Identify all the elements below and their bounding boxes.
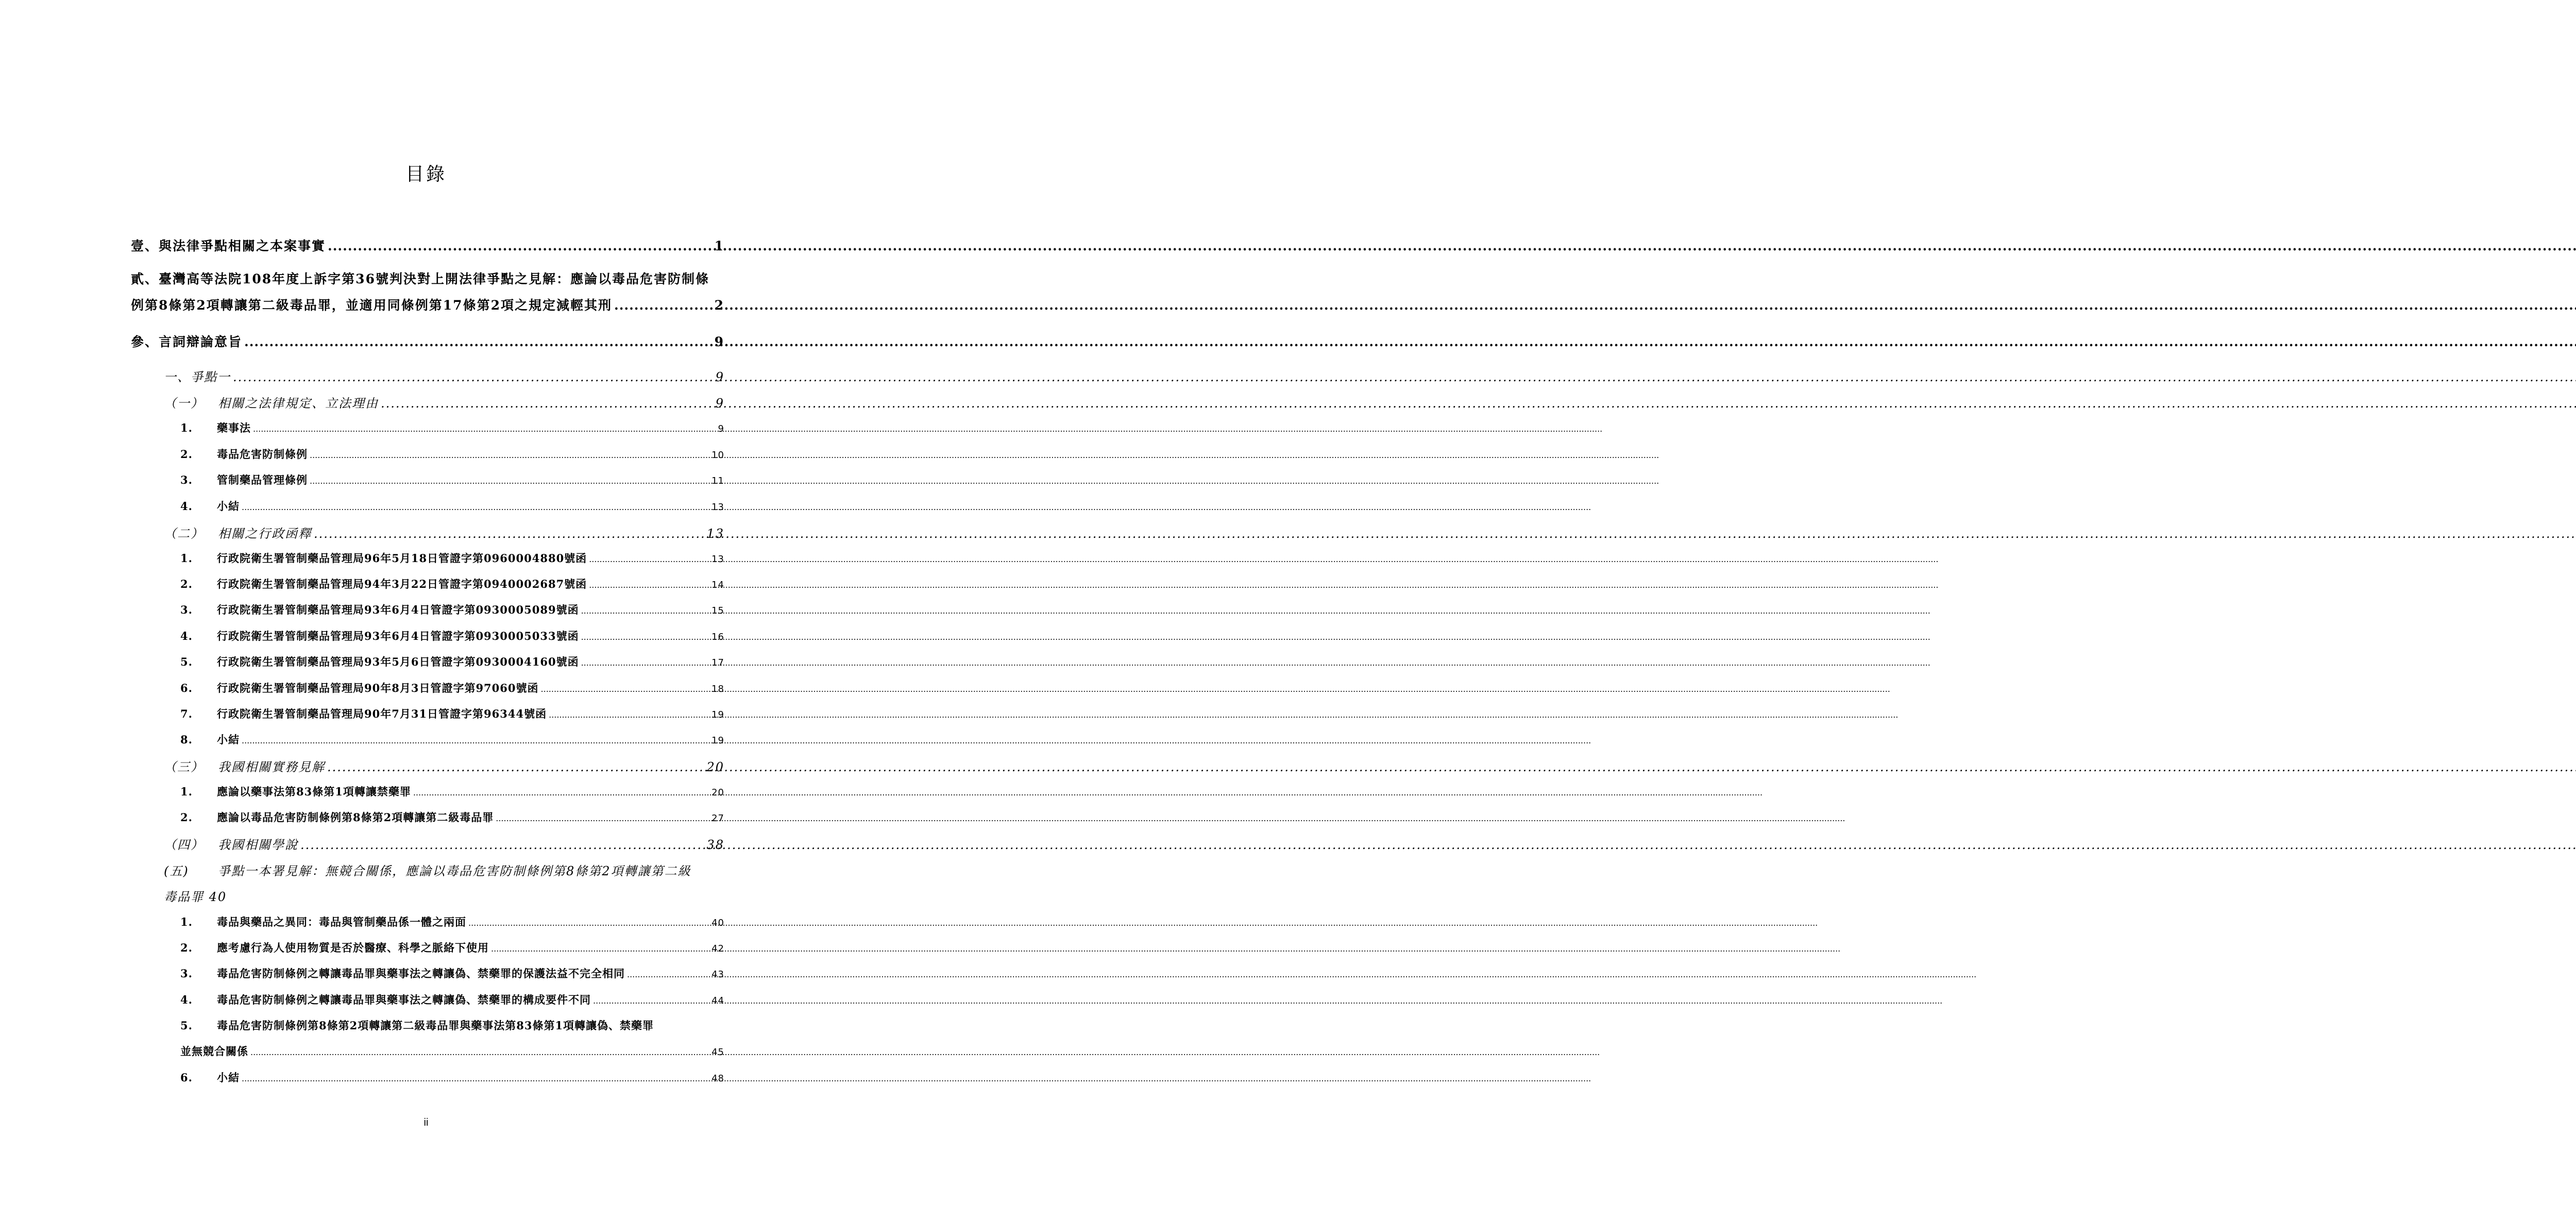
toc-entry-text: 應考慮行為人使用物質是否於醫療、科學之脈絡下使用 [217,941,489,954]
toc-entry-text: 小結 [217,733,240,746]
toc-page-number: 1 [714,239,724,253]
toc-page-number: 20 [711,787,724,798]
toc-entry-text: 相關之行政函釋 [218,527,312,541]
toc-page-number: 44 [711,995,724,1006]
toc-entry-number: 6. [180,1071,193,1084]
toc-entry[interactable] [180,420,724,435]
toc-entry-text: 毒品與藥品之異同：毒品與管制藥品係一體之兩面 [217,915,466,928]
toc-page-number: 13 [711,502,724,513]
toc-entry-text: 行政院衛生署管制藥品管理局93年6月4日管證字第0930005089號函 [217,603,579,616]
toc-entry-number: 1. [180,785,193,798]
toc-entry[interactable] [180,784,724,799]
toc-entry-number: 1. [180,915,193,928]
toc-entry-number: 4. [180,630,193,642]
toc-entry-number: 2. [180,448,193,461]
toc-page-number: 20 [706,760,724,774]
toc-page-number: 48 [711,1073,724,1084]
toc-page-number: 27 [711,813,724,824]
toc-page-number: 10 [711,450,724,461]
toc-entry[interactable] [164,757,724,775]
toc-entry[interactable] [180,914,724,929]
toc-entry-text: 例第8條第2項轉讓第二級毒品罪，並適用同條例第17條第2項之規定減輕其刑 [131,298,612,313]
toc-entry-number: （四） [164,838,204,852]
toc-entry-text: 應論以毒品危害防制條例第8條第2項轉讓第二級毒品罪 [217,811,494,824]
page-number-footer: ii [423,1117,429,1128]
toc-entry[interactable] [131,236,724,254]
toc-page-number: 9 [715,396,724,411]
toc-entry-number: 4. [180,500,193,513]
toc-page-number: 9 [715,370,724,384]
toc-entry[interactable] [180,680,724,695]
toc-page-number: 45 [711,1047,724,1058]
toc-entry[interactable] [180,706,724,721]
toc-entry-number: 1. [180,552,193,565]
toc-entry-number: （二） [164,527,204,541]
toc-page-number: 9 [714,334,724,349]
toc-entry-text: 小結 [217,500,240,513]
toc-entry[interactable] [180,1043,724,1059]
toc-entry-line[interactable] [164,861,724,879]
toc-entry-number: 5. [180,1019,193,1032]
toc-entry-text: 應論以藥事法第83條第1項轉讓禁藥罪 [217,785,411,798]
toc-page-number: 2 [714,298,724,313]
toc-entry[interactable] [180,992,724,1007]
toc-entry[interactable] [131,295,724,314]
toc-entry-text: 毒品危害防制條例 [217,448,308,461]
toc-title: 目錄 [405,164,447,185]
toc-entry-number: 3. [180,967,193,980]
toc-entry-text: 行政院衛生署管制藥品管理局93年5月6日管證字第0930004160號函 [217,655,579,668]
toc-entry-text: 小結 [217,1071,240,1084]
toc-entry-text: 一、爭點一 [164,370,231,384]
toc-entry-text: 行政院衛生署管制藥品管理局90年8月3日管證字第97060號函 [217,682,539,694]
toc-entry[interactable] [180,498,724,514]
toc-entry-line[interactable]: 貳、臺灣高等法院108年度上訴字第36號判決對上開法律爭點之見解：應論以毒品危害防制條 [131,271,709,286]
toc-entry-number: 1. [180,421,193,434]
toc-entry[interactable] [164,367,724,385]
toc-entry[interactable] [164,523,724,541]
toc-entry-number: 2. [180,941,193,954]
toc-entry[interactable] [180,809,724,825]
toc-page-number: 13 [711,554,724,565]
toc-entry-text: 我國相關學說 [218,838,298,852]
toc-entry[interactable] [180,472,724,487]
toc-entry[interactable] [180,602,724,617]
toc-entry[interactable] [180,628,724,643]
toc-entry-number: 5. [180,655,193,668]
toc-entry-text: 行政院衛生署管制藥品管理局90年7月31日管證字第96344號函 [217,707,547,720]
toc-entry-line[interactable]: 毒品罪 40 [164,890,227,904]
toc-entry-text: 藥事法 [217,421,251,434]
toc-entry[interactable] [180,654,724,669]
toc-entry[interactable] [180,940,724,955]
toc-entry[interactable] [131,332,724,350]
toc-entry-number: 6. [180,682,193,694]
toc-entry-text: 爭點一本署見解：無競合關係，應論以毒品危害防制條例第8條第2項轉讓第二級 [218,864,691,878]
toc-entry-text: 行政院衛生署管制藥品管理局93年6月4日管證字第0930005033號函 [217,630,579,642]
toc-entry-text: 毒品危害防制條例之轉讓毒品罪與藥事法之轉讓偽、禁藥罪的保護法益不完全相同 [217,967,625,980]
toc-entry-number: 3. [180,473,193,486]
toc-entry[interactable] [180,550,724,566]
toc-entry-number: 4. [180,993,193,1006]
toc-entry-number: 2. [180,811,193,824]
toc-entry[interactable] [180,965,724,981]
toc-page-number: 11 [711,476,724,486]
toc-entry-text: 毒品危害防制條例第8條第2項轉讓第二級毒品罪與藥事法第83條第1項轉讓偽、禁藥罪 [217,1019,654,1032]
toc-entry-text: 毒品危害防制條例之轉讓毒品罪與藥事法之轉讓偽、禁藥罪的構成要件不同 [217,993,591,1006]
toc-entry-number: 2. [180,578,193,590]
toc-entry-number: （三） [164,760,204,774]
toc-page-number: 18 [711,684,724,694]
toc-entry-number: 7. [180,707,193,720]
toc-entry-text: 參、言詞辯論意旨 [131,334,243,349]
toc-page-number: 42 [711,943,724,954]
toc-entry[interactable] [180,732,724,747]
toc-page-number: 19 [711,735,724,746]
toc-page-number: 9 [718,423,724,434]
toc-page-number: 17 [711,657,724,668]
toc-page-number: 38 [706,838,724,852]
toc-entry-number: （一） [164,396,204,411]
toc-page-number: 19 [711,709,724,720]
toc-entry-text: 相關之法律規定、立法理由 [218,396,379,411]
toc-entry[interactable] [164,393,724,411]
toc-page-number: 13 [706,527,724,541]
toc-entry-line[interactable] [180,1017,724,1033]
toc-page-number: 16 [711,632,724,642]
toc-entry-text: 壹、與法律爭點相關之本案事實 [131,239,326,253]
toc-page-number: 14 [711,580,724,590]
toc-entry-text: 我國相關實務見解 [218,760,325,774]
toc-entry-number: 3. [180,603,193,616]
toc-entry[interactable] [164,835,724,853]
toc-entry-number: 8. [180,733,193,746]
toc-page-number: 40 [711,918,724,928]
toc-page-number: 43 [711,969,724,980]
toc-entry[interactable] [180,446,724,462]
toc-entry-number: (五) [164,864,189,878]
toc-entry[interactable] [180,576,724,591]
toc-entry-text: 行政院衛生署管制藥品管理局96年5月18日管證字第0960004880號函 [217,552,587,565]
toc-entry[interactable] [180,1070,724,1085]
toc-entry-text: 管制藥品管理條例 [217,473,308,486]
document-page [0,0,852,1205]
toc-page-number: 15 [711,605,724,616]
toc-entry-text: 行政院衛生署管制藥品管理局94年3月22日管證字第0940002687號函 [217,578,587,590]
toc-entry-text: 並無競合關係 [180,1045,248,1058]
